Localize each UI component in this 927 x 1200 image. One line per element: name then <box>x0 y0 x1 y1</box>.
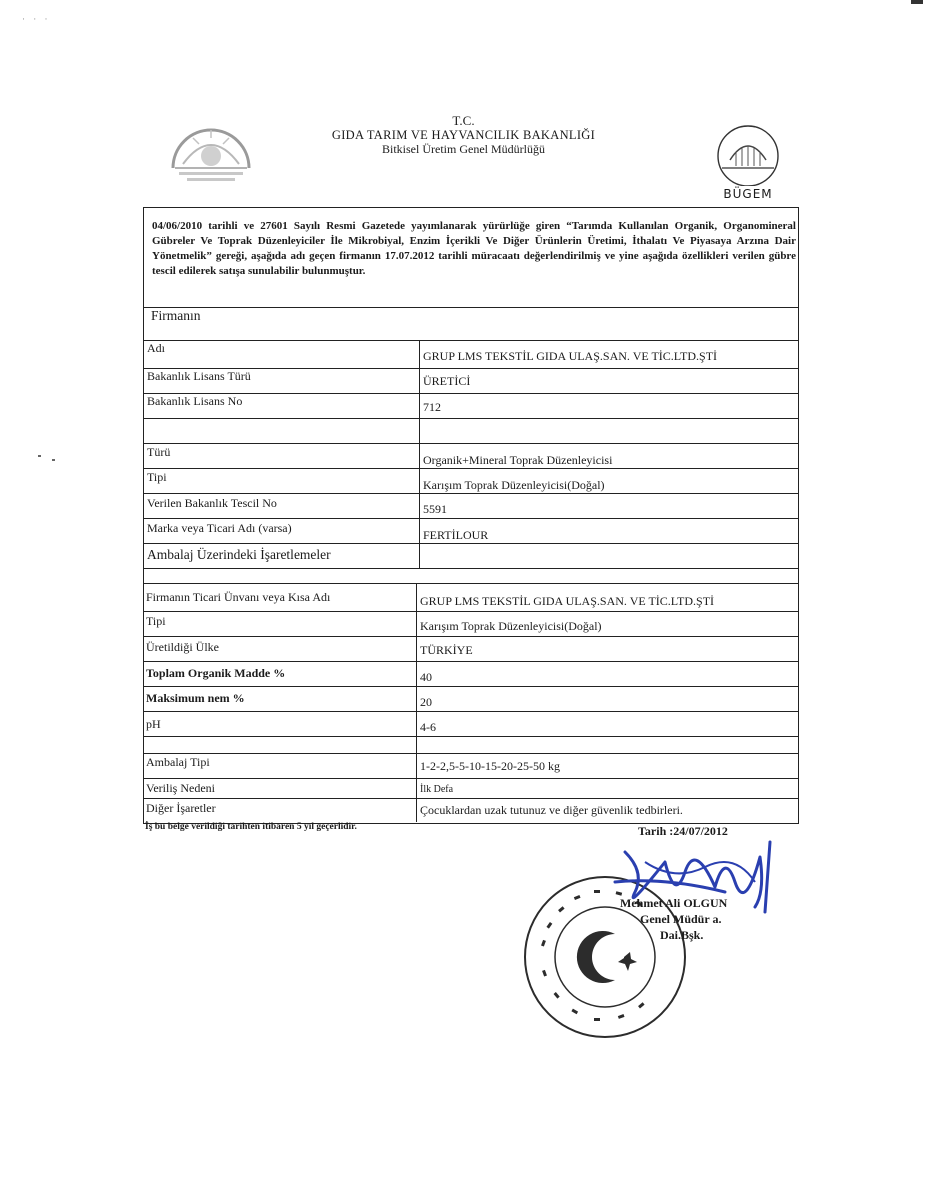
bugem-caption: BÜGEM <box>723 187 773 201</box>
label-max-moisture: Maksimum nem % <box>146 691 245 705</box>
row-divider <box>143 778 799 779</box>
row-divider <box>143 443 799 444</box>
certificate-frame <box>143 207 799 824</box>
value-ph: 4-6 <box>420 720 436 734</box>
label-brand-name: Marka veya Ticari Adı (varsa) <box>147 521 292 535</box>
row-divider <box>143 418 799 419</box>
signer-title: Genel Müdür a. <box>640 912 722 926</box>
column-divider <box>419 340 420 443</box>
value-max-moisture: 20 <box>420 695 432 709</box>
scan-speck <box>38 455 41 457</box>
scan-artifact <box>911 0 923 4</box>
row-divider <box>143 493 799 494</box>
value-other-marks: Çocuklardan uzak tutunuz ve diğer güvenlik tedbirleri. <box>420 803 683 817</box>
label-organic-matter: Toplam Organik Madde % <box>146 666 286 680</box>
label-trade-name: Firmanın Ticari Ünvanı veya Kısa Adı <box>146 590 331 604</box>
scan-speck <box>52 459 55 461</box>
row-divider <box>143 611 799 612</box>
row-divider <box>143 686 799 687</box>
header-ministry: GIDA TARIM VE HAYVANCILIK BAKANLIĞI <box>331 128 596 142</box>
column-divider <box>419 443 420 568</box>
column-divider <box>143 583 144 822</box>
label-product-kind: Türü <box>147 445 171 459</box>
label-package-sizes: Ambalaj Tipi <box>146 755 210 769</box>
signer-department: Dai.Bşk. <box>660 928 704 942</box>
label-license-no: Bakanlık Lisans No <box>147 394 243 408</box>
value-product-kind: Organik+Mineral Toprak Düzenleyicisi <box>423 453 613 467</box>
label-firm-name: Adı <box>147 341 165 355</box>
row-divider <box>143 661 799 662</box>
header-tc: T.C. <box>452 113 475 128</box>
row-divider <box>143 468 799 469</box>
value-country: TÜRKİYE <box>420 643 473 657</box>
row-divider <box>143 518 799 519</box>
issue-date: Tarih :24/07/2012 <box>638 824 728 838</box>
row-divider <box>143 340 799 341</box>
row-divider <box>143 711 799 712</box>
section-title-firm: Firmanın <box>151 308 201 323</box>
section-title-packaging: Ambalaj Üzerindeki İşaretlemeler <box>147 547 331 562</box>
value-issue-reason: İlk Defa <box>420 784 454 795</box>
document-header <box>0 114 927 156</box>
row-divider <box>143 753 799 754</box>
row-divider <box>143 736 799 737</box>
label-product-type: Tipi <box>147 470 167 484</box>
signer-name: Mehmet Ali OLGUN <box>620 896 728 910</box>
row-divider <box>143 798 799 799</box>
value-packaging-type: Karışım Toprak Düzenleyicisi(Doğal) <box>420 619 602 633</box>
label-country: Üretildiği Ülke <box>146 640 219 654</box>
scan-corner-mark: · · · <box>22 14 51 24</box>
value-license-no: 712 <box>423 400 441 414</box>
label-packaging-type: Tipi <box>146 614 166 628</box>
value-registration-no: 5591 <box>423 502 447 516</box>
label-ph: pH <box>146 717 161 731</box>
value-package-sizes: 1-2-2,5-5-10-15-20-25-50 kg <box>420 759 560 773</box>
row-divider <box>143 583 799 584</box>
label-other-marks: Diğer İşaretler <box>146 801 216 815</box>
intro-paragraph: 04/06/2010 tarihli ve 27601 Sayılı Resmi Gazetede yayımlanarak yürürlüğe giren “Tarımda Kullanılan Organik, Organomineral Gübreler Ve Toprak Düzenleyiciler İle Mikrobiyal, Enzim İçerikli Ve Diğer Ürünlerin Üretimi, İthalatı Ve Piyasaya Arzına Dair Yönetmelik” gereği, aşağıda adı geçen firmanın 17.07.2012 tarihli müracaatı değerlendirilmiş ve yine aşağıda özellikleri verilen gübre tescil edilerek satışa sunulabilir bulunmuştur. <box>152 220 796 277</box>
label-license-type: Bakanlık Lisans Türü <box>147 369 251 383</box>
row-divider <box>143 568 799 569</box>
column-divider <box>416 583 417 822</box>
label-issue-reason: Veriliş Nedeni <box>146 781 215 795</box>
value-license-type: ÜRETİCİ <box>423 374 471 388</box>
row-divider <box>143 307 799 308</box>
validity-note: İş bu belge verildiği tarihten itibaren 5 yıl geçerlidir. <box>145 822 357 832</box>
row-divider <box>143 636 799 637</box>
value-product-type: Karışım Toprak Düzenleyicisi(Doğal) <box>423 478 605 492</box>
header-directorate: Bitkisel Üretim Genel Müdürlüğü <box>382 142 545 156</box>
value-brand-name: FERTİLOUR <box>423 528 489 542</box>
value-organic-matter: 40 <box>420 670 432 684</box>
label-registration-no: Verilen Bakanlık Tescil No <box>147 496 277 510</box>
value-firm-name: GRUP LMS TEKSTİL GIDA ULAŞ.SAN. VE TİC.LTD.ŞTİ <box>423 349 718 363</box>
row-divider <box>143 543 799 544</box>
value-trade-name: GRUP LMS TEKSTİL GIDA ULAŞ.SAN. VE TİC.LTD.ŞTİ <box>420 594 715 608</box>
